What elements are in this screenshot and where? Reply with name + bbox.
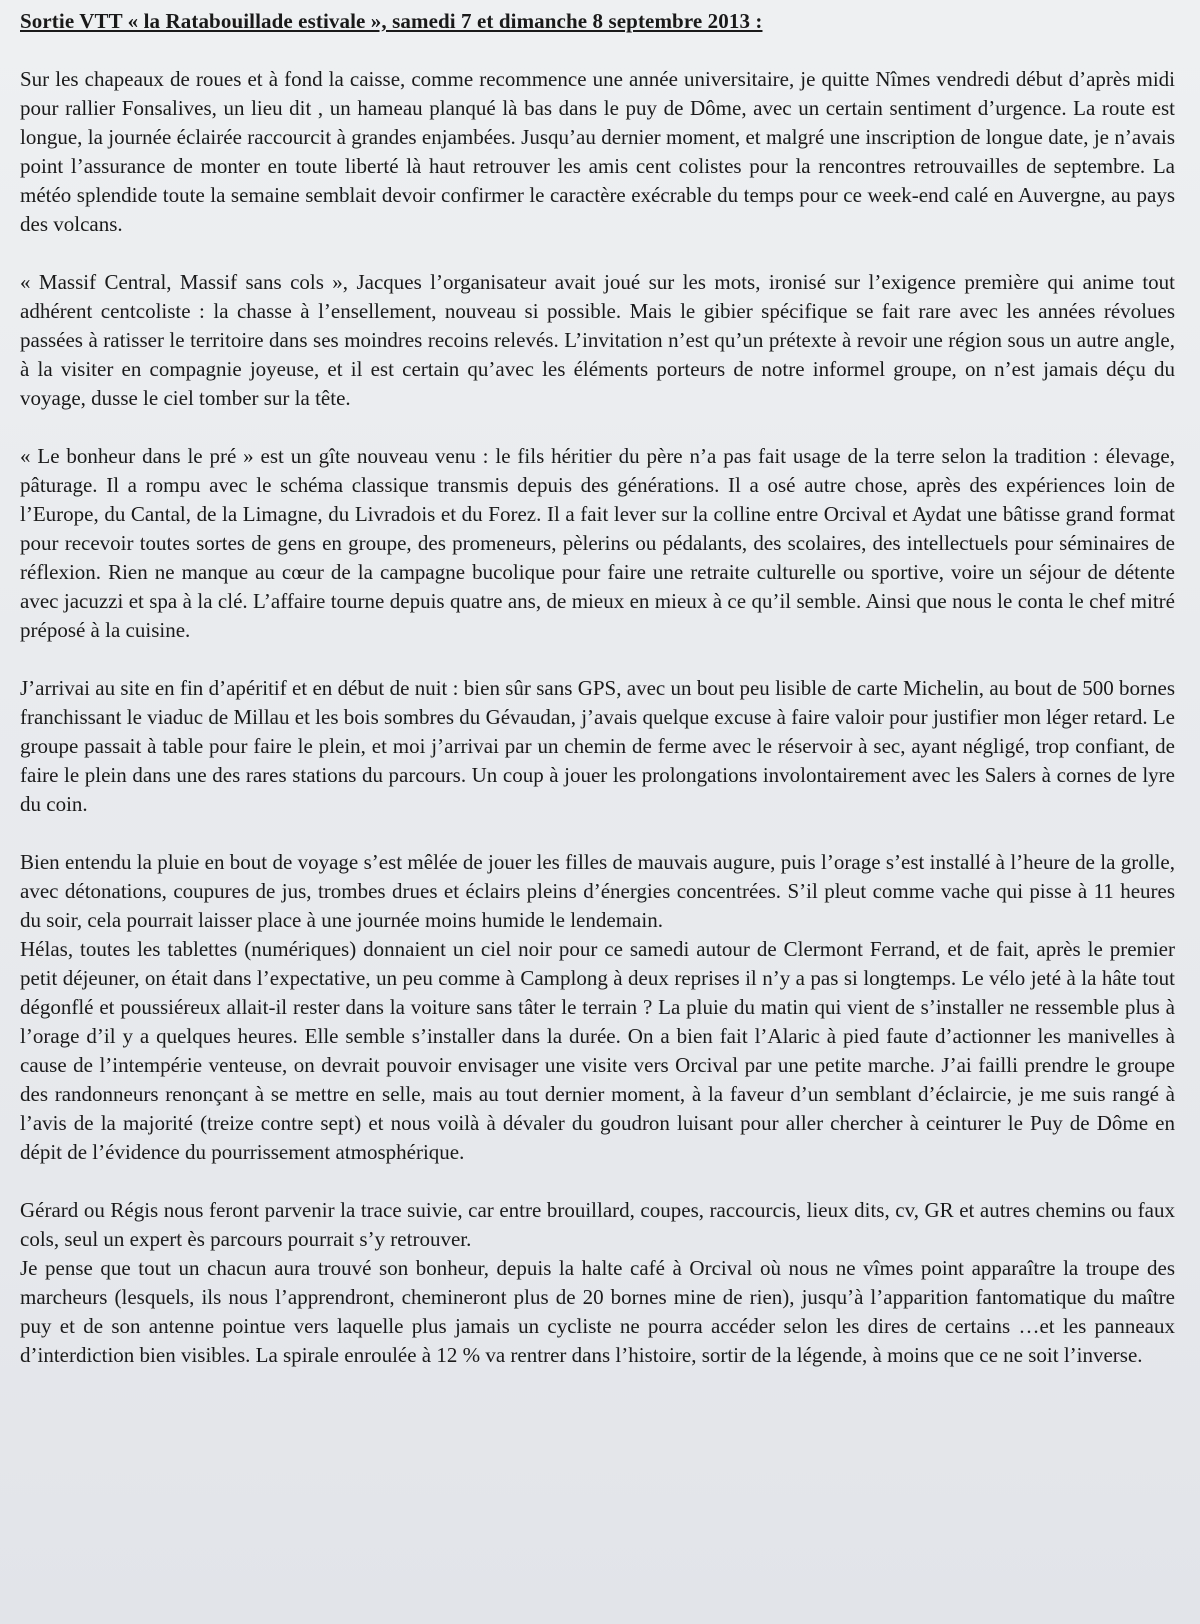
- paragraph-6: Hélas, toutes les tablettes (numériques) donnaient un ciel noir pour ce samedi autour de Clermont Ferrand, et de fait, après le premier petit déjeuner, on était dans l’expectative, un peu comme à Camplong à deux reprises il n’y a pas si longtemps. Le vélo jeté à la hâte tout dégonflé et poussiéreux allait-il rester dans la voiture sans tâter le terrain ? La pluie du matin qui vient de s’installer ne ressemble plus à l’orage d’il y a quelques heures. Elle semble s’installer dans la durée. On a bien fait l’Alaric à pied faute d’actionner les manivelles à cause de l’intempérie venteuse, on devrait pouvoir envisager une visite vers Orcival par une petite marche. J’ai failli prendre le groupe des randonneurs renonçant à se mettre en selle, mais au tout dernier moment, à la faveur d’un semblant d’éclaircie, je me suis rangé à l’avis de la majorité (treize contre sept) et nous voilà à dévaler du goudron luisant pour aller chercher à ceinturer le Puy de Dôme en dépit de l’évidence du pourrissement atmosphérique.: [20, 937, 1175, 1164]
- paragraph-7: Gérard ou Régis nous feront parvenir la trace suivie, car entre brouillard, coupes, raccourcis, lieux dits, cv, GR et autres chemins ou faux cols, seul un expert ès parcours pourrait s’y retrouver.: [20, 1198, 1175, 1251]
- document-page: [20, 6, 1175, 1370]
- paragraph-1: Sur les chapeaux de roues et à fond la caisse, comme recommence une année universitaire, je quitte Nîmes vendredi début d’après midi pour rallier Fonsalives, un lieu dit , un hameau planqué là bas dans le puy de Dôme, avec un certain sentiment d’urgence. La route est longue, la journée éclairée raccourcit à grandes enjambées. Jusqu’au dernier moment, et malgré une inscription de longue date, je n’avais point l’assurance de monter en toute liberté là haut retrouver les amis cent colistes pour la rencontres retrouvailles de septembre. La météo splendide toute la semaine semblait devoir confirmer le caractère exécrable du temps pour ce week-end calé en Auvergne, au pays des volcans.: [20, 67, 1175, 236]
- paragraph-2: « Massif Central, Massif sans cols », Jacques l’organisateur avait joué sur les mots, ironisé sur l’exigence première qui anime tout adhérent centcoliste : la chasse à l’ensellement, nouveau si possible. Mais le gibier spécifique se fait rare avec les années révolues passées à ratisser le territoire dans ses moindres recoins relevés. L’invitation n’est qu’un prétexte à revoir une région sous un autre angle, à la visiter en compagnie joyeuse, et il est certain qu’avec les éléments porteurs de notre informel groupe, on n’est jamais déçu du voyage, dusse le ciel tomber sur la tête.: [20, 270, 1175, 410]
- paragraph-5: Bien entendu la pluie en bout de voyage s’est mêlée de jouer les filles de mauvais augure, puis l’orage s’est installé à l’heure de la grolle, avec détonations, coupures de jus, trombes drues et éclairs pleins d’énergies concentrées. S’il pleut comme vache qui pisse à 11 heures du soir, cela pourrait laisser place à une journée moins humide le lendemain.: [20, 850, 1175, 932]
- document-title: Sortie VTT « la Ratabouillade estivale », samedi 7 et dimanche 8 septembre 2013 :: [20, 9, 763, 33]
- paragraph-8: Je pense que tout un chacun aura trouvé son bonheur, depuis la halte café à Orcival où nous ne vîmes point apparaître la troupe des marcheurs (lesquels, ils nous l’apprendront, chemineront plus de 20 bornes mine de rien), jusqu’à l’apparition fantomatique du maître puy et de son antenne pointue vers laquelle plus jamais un cycliste ne pourra accéder selon les dires de certains …et les panneaux d’interdiction bien visibles. La spirale enroulée à 12 % va rentrer dans l’histoire, sortir de la légende, à moins que ce ne soit l’inverse.: [20, 1256, 1175, 1367]
- paragraph-3: « Le bonheur dans le pré » est un gîte nouveau venu : le fils héritier du père n’a pas fait usage de la terre selon la tradition : élevage, pâturage. Il a rompu avec le schéma classique transmis depuis des générations. Il a osé autre chose, après des expériences loin de l’Europe, du Cantal, de la Limagne, du Livradois et du Forez. Il a fait lever sur la colline entre Orcival et Aydat une bâtisse grand format pour recevoir toutes sortes de gens en groupe, des promeneurs, pèlerins ou pédalants, des scolaires, des intellectuels pour séminaires de réflexion. Rien ne manque au cœur de la campagne bucolique pour faire une retraite culturelle ou sportive, voire un séjour de détente avec jacuzzi et spa à la clé. L’affaire tourne depuis quatre ans, de mieux en mieux à ce qu’il semble. Ainsi que nous le conta le chef mitré préposé à la cuisine.: [20, 444, 1175, 642]
- paragraph-4: J’arrivai au site en fin d’apéritif et en début de nuit : bien sûr sans GPS, avec un bout peu lisible de carte Michelin, au bout de 500 bornes franchissant le viaduc de Millau et les bois sombres du Gévaudan, j’avais quelque excuse à faire valoir pour justifier mon léger retard. Le groupe passait à table pour faire le plein, et moi j’arrivai par un chemin de ferme avec le réservoir à sec, ayant négligé, trop confiant, de faire le plein dans une des rares stations du parcours. Un coup à jouer les prolongations involontairement avec les Salers à cornes de lyre du coin.: [20, 676, 1175, 816]
